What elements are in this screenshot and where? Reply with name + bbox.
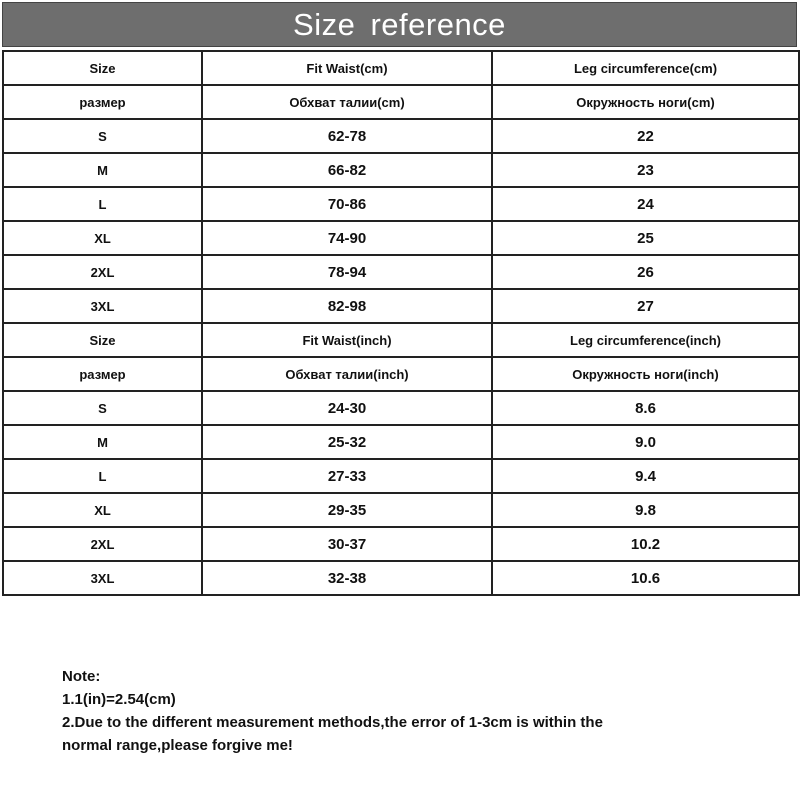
size-cell: XL [3, 221, 202, 255]
cm-header-en-row [3, 51, 799, 85]
size-cell: M [3, 425, 202, 459]
table-row [3, 255, 799, 289]
header-cell: Size [3, 51, 202, 85]
table-row [3, 221, 799, 255]
table-row [3, 153, 799, 187]
table-row [3, 527, 799, 561]
leg-cell: 9.8 [492, 493, 799, 527]
table-row [3, 425, 799, 459]
waist-cell: 27-33 [202, 459, 492, 493]
waist-cell: 30-37 [202, 527, 492, 561]
leg-cell: 25 [492, 221, 799, 255]
size-cell: 3XL [3, 289, 202, 323]
waist-cell: 24-30 [202, 391, 492, 425]
leg-cell: 24 [492, 187, 799, 221]
size-cell: M [3, 153, 202, 187]
size-cell: XL [3, 493, 202, 527]
cm-header-ru-row [3, 85, 799, 119]
header-cell: размер [3, 85, 202, 119]
size-cell: S [3, 119, 202, 153]
leg-cell: 22 [492, 119, 799, 153]
header-cell: Leg circumference(inch) [492, 323, 799, 357]
leg-cell: 9.4 [492, 459, 799, 493]
size-cell: 2XL [3, 527, 202, 561]
leg-cell: 8.6 [492, 391, 799, 425]
leg-cell: 10.6 [492, 561, 799, 595]
waist-cell: 25-32 [202, 425, 492, 459]
header-cell: Обхват талии(inch) [202, 357, 492, 391]
leg-cell: 23 [492, 153, 799, 187]
waist-cell: 32-38 [202, 561, 492, 595]
notes-heading: Note: [62, 668, 101, 685]
table-row [3, 459, 799, 493]
size-cell: L [3, 187, 202, 221]
waist-cell: 82-98 [202, 289, 492, 323]
table-row [3, 493, 799, 527]
note-line-2: 2.Due to the different measurement methods,the error of 1-3cm is within the [62, 714, 603, 731]
header-cell: Fit Waist(cm) [202, 51, 492, 85]
note-line-2-continued: normal range,please forgive me! [62, 737, 293, 754]
leg-cell: 9.0 [492, 425, 799, 459]
notes-section [62, 665, 603, 757]
header-cell: Окружность ноги(inch) [492, 357, 799, 391]
table-row [3, 289, 799, 323]
header-cell: размер [3, 357, 202, 391]
header-cell: Size [3, 323, 202, 357]
size-cell: L [3, 459, 202, 493]
table-row [3, 391, 799, 425]
table-row [3, 187, 799, 221]
leg-cell: 10.2 [492, 527, 799, 561]
page-title: Size reference [293, 6, 506, 42]
inch-header-en-row [3, 323, 799, 357]
size-cell: 3XL [3, 561, 202, 595]
inch-header-ru-row [3, 357, 799, 391]
waist-cell: 78-94 [202, 255, 492, 289]
leg-cell: 26 [492, 255, 799, 289]
leg-cell: 27 [492, 289, 799, 323]
size-table [2, 50, 800, 596]
size-cell: 2XL [3, 255, 202, 289]
header-cell: Обхват талии(cm) [202, 85, 492, 119]
header-cell: Fit Waist(inch) [202, 323, 492, 357]
note-line-1: 1.1(in)=2.54(cm) [62, 691, 176, 708]
waist-cell: 29-35 [202, 493, 492, 527]
waist-cell: 74-90 [202, 221, 492, 255]
waist-cell: 70-86 [202, 187, 492, 221]
header-cell: Leg circumference(cm) [492, 51, 799, 85]
table-row [3, 119, 799, 153]
waist-cell: 66-82 [202, 153, 492, 187]
table-row [3, 561, 799, 595]
size-cell: S [3, 391, 202, 425]
waist-cell: 62-78 [202, 119, 492, 153]
header-cell: Окружность ноги(cm) [492, 85, 799, 119]
title-bar [2, 2, 797, 47]
